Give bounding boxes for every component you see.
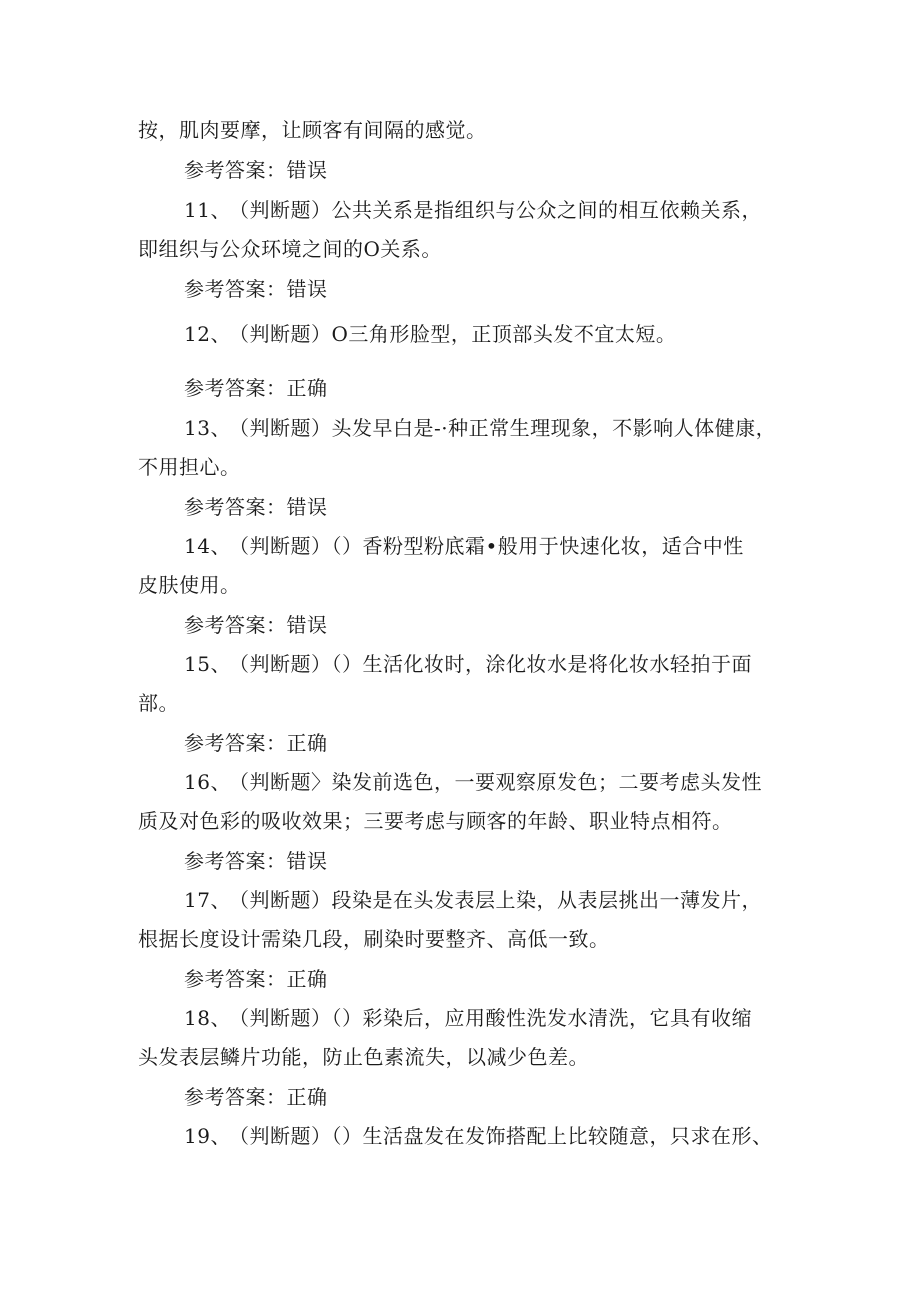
answer-line [184, 376, 328, 400]
answer-label: 参考答案： [184, 158, 287, 182]
answer-value: 正确 [286, 1085, 328, 1109]
question-text-continued: 即组织与公众环境之间的O关系。 [138, 237, 442, 261]
answer-value: 错误 [286, 158, 328, 182]
continuation-text: 按，肌肉要摩，让顾客有间隔的感觉。 [138, 118, 487, 142]
question-type: （判断题） [238, 1124, 332, 1148]
question-text-continued: 不用担心。 [138, 455, 241, 479]
question-text-continued: 皮肤使用。 [138, 573, 241, 597]
answer-label: 参考答案： [184, 849, 287, 873]
question-number: 15、 [184, 652, 231, 676]
question-number: 19、 [184, 1124, 231, 1148]
answer-value: 正确 [286, 731, 328, 755]
question-17 [184, 888, 762, 912]
answer-line [184, 495, 328, 519]
question-text: （）香粉型粉底霜•般用于快速化妆，适合中性 [331, 534, 744, 558]
question-type: （判断题） [238, 416, 332, 440]
question-type: （判断题） [238, 1006, 332, 1030]
question-text: （）生活盘发在发饰搭配上比较随意，只求在形、 [331, 1124, 773, 1148]
answer-label: 参考答案： [184, 495, 287, 519]
question-12 [184, 322, 676, 346]
answer-line [184, 613, 328, 637]
answer-label: 参考答案： [184, 731, 287, 755]
question-type: （判断题） [238, 888, 332, 912]
question-type: （判断题〉 [238, 770, 332, 794]
question-type: （判断题） [238, 198, 332, 222]
answer-value: 正确 [286, 376, 328, 400]
question-13 [184, 416, 776, 440]
answer-line [184, 967, 328, 991]
question-number: 11、 [184, 198, 231, 222]
question-number: 12、 [184, 322, 231, 346]
question-type: （判断题） [238, 322, 332, 346]
question-number: 18、 [184, 1006, 231, 1030]
question-text-continued: 头发表层鳞片功能，防止色素流失，以减少色差。 [138, 1045, 589, 1069]
answer-value: 错误 [286, 849, 328, 873]
question-text: （）生活化妆时，涂化妆水是将化妆水轻拍于面 [331, 652, 752, 676]
question-number: 16、 [184, 770, 231, 794]
question-16 [184, 770, 762, 794]
question-text-continued: 部。 [138, 691, 179, 715]
question-number: 17、 [184, 888, 231, 912]
question-11 [184, 198, 762, 222]
question-text: O三角形脸型，正顶部头发不宜太短。 [331, 322, 677, 346]
answer-line [184, 1085, 328, 1109]
answer-value: 错误 [286, 277, 328, 301]
question-number: 13、 [184, 416, 231, 440]
answer-label: 参考答案： [184, 376, 287, 400]
answer-line [184, 277, 328, 301]
question-number: 14、 [184, 534, 231, 558]
question-14 [184, 534, 744, 558]
question-19 [184, 1124, 772, 1148]
question-type: （判断题） [238, 652, 332, 676]
question-text-continued: 质及对色彩的吸收效果；三要考虑与顾客的年龄、职业特点相符。 [138, 809, 733, 833]
question-text-continued: 根据长度设计需染几段，刷染时要整齐、高低一致。 [138, 927, 610, 951]
question-text: （）彩染后，应用酸性洗发水清洗，它具有收缩 [331, 1006, 752, 1030]
question-15 [184, 652, 752, 676]
answer-line [184, 849, 328, 873]
answer-label: 参考答案： [184, 277, 287, 301]
question-text: 公共关系是指组织与公众之间的相互依赖关系， [331, 198, 762, 222]
question-text: 段染是在头发表层上染，从表层挑出一薄发片， [331, 888, 762, 912]
question-18 [184, 1006, 752, 1030]
answer-label: 参考答案： [184, 613, 287, 637]
answer-label: 参考答案： [184, 1085, 287, 1109]
answer-line [184, 158, 328, 182]
answer-line [184, 731, 328, 755]
question-text: 染发前选色，一要观察原发色；二要考虑头发性 [331, 770, 762, 794]
question-type: （判断题） [238, 534, 332, 558]
answer-value: 错误 [286, 495, 328, 519]
answer-value: 错误 [286, 613, 328, 637]
question-text: 头发早白是-·种正常生理现象，不影响人体健康， [331, 416, 777, 440]
answer-label: 参考答案： [184, 967, 287, 991]
answer-value: 正确 [286, 967, 328, 991]
